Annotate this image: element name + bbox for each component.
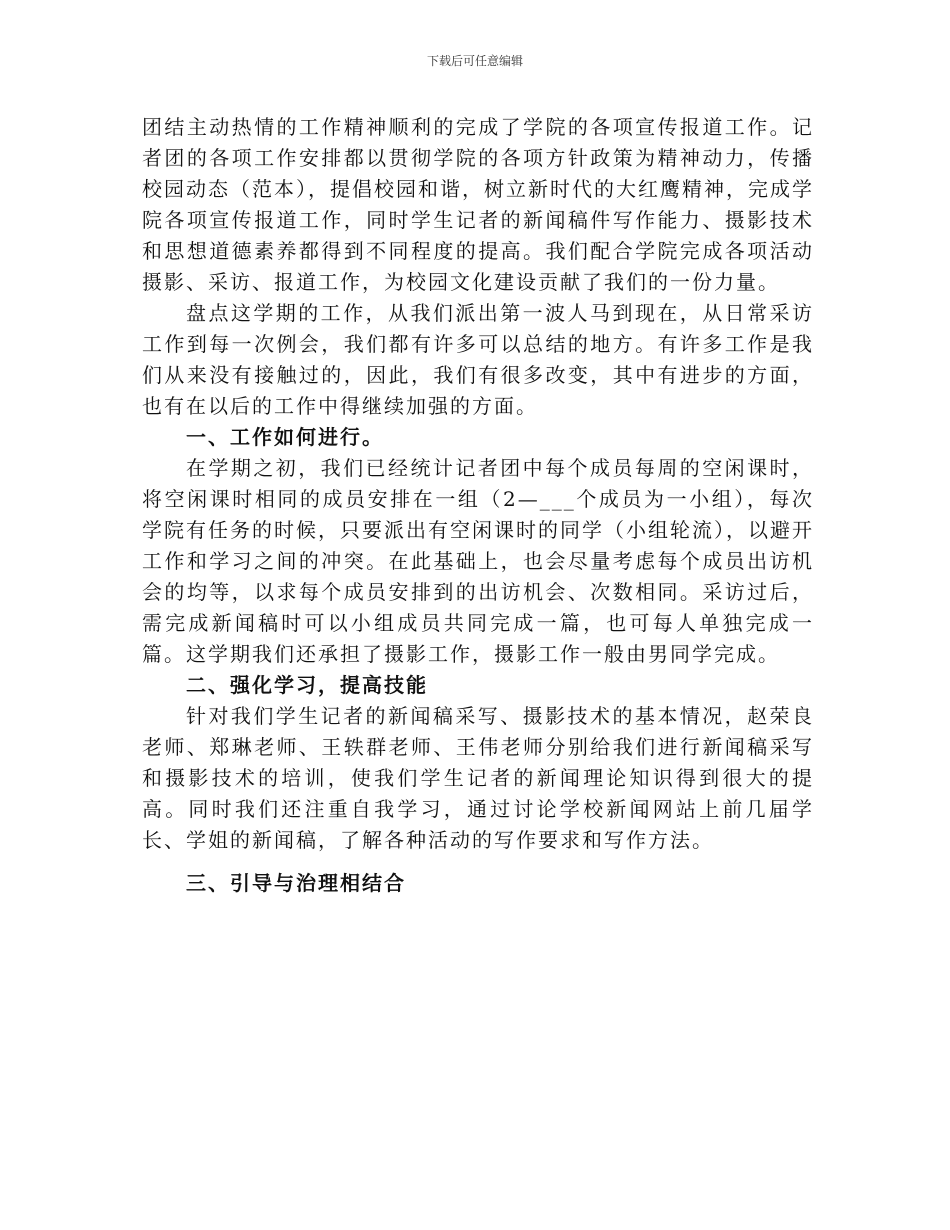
section-heading-2: 二、强化学习，提高技能 <box>186 673 428 697</box>
section-heading-3: 三、引导与治理相结合 <box>186 871 406 895</box>
paragraph-section-1: 在学期之初，我们已经统计记者团中每个成员每周的空闲课时，将空闲课时相同的成员安排在一组（2—___个成员为一小组），每次学院有任务的时候，只要派出有空闲课时的同学（小组轮流），以避开工作和学习之间的冲突。在此基础上，也会尽量考虑每个成员出访机会的均等，以求每个成员安排到的出访机会、次数相同。采访过后，需完成新闻稿时可以小组成员共同完成一篇，也可每人单独完成一篇。这学期我们还承担了摄影工作，摄影工作一般由男同学完成。 <box>142 456 814 666</box>
document-body <box>142 112 814 899</box>
spacer <box>142 856 814 868</box>
section-heading-1: 一、工作如何进行。 <box>186 425 384 449</box>
page-header: 下载后可任意编辑 <box>426 54 523 68</box>
paragraph-section-2: 针对我们学生记者的新闻稿采写、摄影技术的基本情况，赵荣良老师、郑琳老师、王轶群老师、王伟老师分别给我们进行新闻稿采写和摄影技术的培训，使我们学生记者的新闻理论知识得到很大的提高。同时我们还注重自我学习，通过讨论学校新闻网站上前几届学长、学姐的新闻稿，了解各种活动的写作要求和写作方法。 <box>142 704 814 852</box>
paragraph-intro: 团结主动热情的工作精神顺利的完成了学院的各项宣传报道工作。记者团的各项工作安排都以贯彻学院的各项方针政策为精神动力，传播校园动态（范本），提倡校园和谐，树立新时代的大红鹰精神，完成学院各项宣传报道工作，同时学生记者的新闻稿件写作能力、摄影技术和思想道德素养都得到不同程度的提高。我们配合学院完成各项活动摄影、采访、报道工作，为校园文化建设贡献了我们的一份力量。 <box>142 115 814 294</box>
paragraph-review: 盘点这学期的工作，从我们派出第一波人马到现在，从日常采访工作到每一次例会，我们都有许多可以总结的地方。有许多工作是我们从来没有接触过的，因此，我们有很多改变，其中有进步的方面，也有在以后的工作中得继续加强的方面。 <box>142 301 814 418</box>
